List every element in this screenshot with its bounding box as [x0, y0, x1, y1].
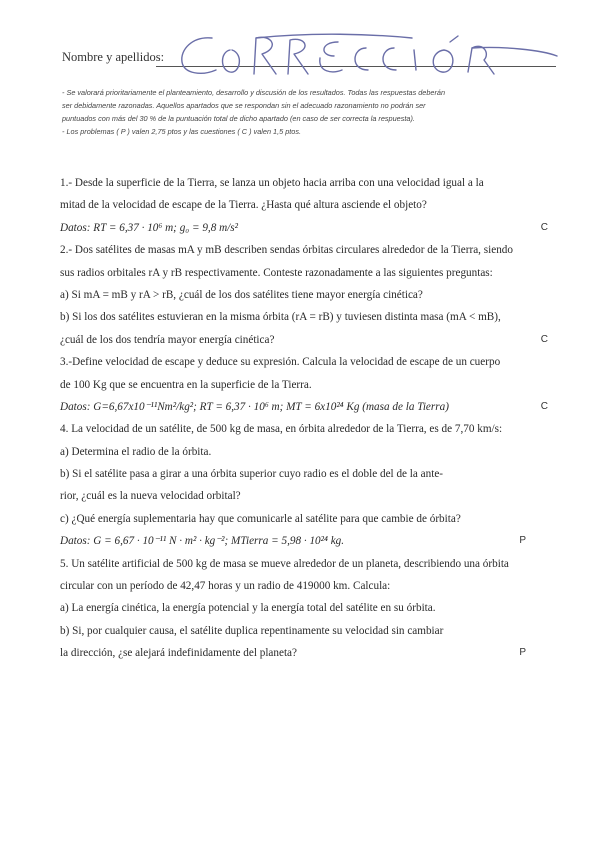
- instructions: [62, 86, 552, 138]
- q3-line: 3.-Define velocidad de escape y deduce su expresión. Calcula la velocidad de escape de un cuerpo: [60, 356, 501, 369]
- instruction-line: ser debidamente razonadas. Aquellos apartados que se respondan sin el adecuado razonamiento no podrán ser: [62, 101, 426, 110]
- q2-line: sus radios orbitales rA y rB respectivamente. Conteste razonadamente a las siguientes preguntas:: [60, 266, 493, 279]
- q5-line: a) La energía cinética, la energía potencial y la energía total del satélite en su órbita.: [60, 602, 436, 615]
- instruction-line: puntuados con más del 30 % de la puntuación total de dicho apartado (en caso de ser correcta la respuesta).: [62, 114, 415, 123]
- q5-type-badge: P: [519, 647, 526, 659]
- q4-data-row: [60, 530, 560, 552]
- instruction-line: - Se valorará prioritariamente el planteamiento, desarrollo y discusión de los resultados. Todas las respuestas deberán: [62, 88, 446, 97]
- q4-line: rior, ¿cuál es la nueva velocidad orbital?: [60, 490, 241, 503]
- q4-line: 4. La velocidad de un satélite, de 500 kg de masa, en órbita alrededor de la Tierra, es de 7,70 km/s:: [60, 423, 503, 436]
- q4-line: a) Determina el radio de la órbita.: [60, 445, 212, 458]
- q2-line: a) Si mA = mB y rA > rB, ¿cuál de los dos satélites tiene mayor energía cinética?: [60, 288, 423, 301]
- name-row: [62, 30, 582, 80]
- q5-line: b) Si, por cualquier causa, el satélite duplica repentinamente su velocidad sin cambiar: [60, 624, 444, 637]
- q2-line: ¿cuál de los dos tendría mayor energía cinética?: [60, 333, 275, 346]
- q5-last-row: [60, 642, 560, 664]
- q4-data: Datos: G = 6,67 · 10⁻¹¹ N · m² · kg⁻²; MTierra = 5,98 · 10²⁴ kg.: [60, 535, 345, 548]
- instruction-line: - Los problemas ( P ) valen 2,75 ptos y las cuestiones ( C ) valen 1,5 ptos.: [62, 127, 302, 136]
- q5-line: 5. Un satélite artificial de 500 kg de masa se mueve alrededor de un planeta, describiendo una órbita: [60, 557, 509, 570]
- q4-line: c) ¿Qué energía suplementaria hay que comunicarle al satélite para que cambie de órbita?: [60, 512, 461, 525]
- q1-type-badge: C: [540, 221, 548, 233]
- q1-line: 1.- Desde la superficie de la Tierra, se lanza un objeto hacia arriba con una velocidad igual a la: [60, 177, 484, 189]
- q5-line: circular con un período de 42,47 horas y un radio de 419000 km. Calcula:: [60, 580, 391, 593]
- q1-line: mitad de la velocidad de escape de la Tierra. ¿Hasta qué altura asciende el objeto?: [60, 199, 427, 212]
- q4-line: b) Si el satélite pasa a girar a una órbita superior cuyo radio es el doble del de la ante-: [60, 468, 444, 481]
- q3-line: de 100 Kg que se encuentra en la superficie de la Tierra.: [60, 378, 312, 391]
- q5-line: la dirección, ¿se alejará indefinidamente del planeta?: [60, 647, 297, 660]
- questions: [60, 172, 560, 665]
- q2-line: b) Si los dos satélites estuvieran en la misma órbita (rA = rB) y tuviesen distinta masa (mA < mB),: [60, 311, 501, 324]
- name-label: Nombre y apellidos:: [62, 50, 165, 64]
- q1-data: Datos: RT = 6,37 · 10⁶ m; g₀ = 9,8 m/s²: [60, 221, 238, 234]
- q2-type-badge: C: [540, 333, 548, 345]
- q1-data-row: [60, 217, 560, 239]
- q4-type-badge: P: [519, 535, 526, 547]
- q3-data-row: [60, 396, 560, 418]
- handwritten-correccion: [172, 30, 562, 80]
- q3-data: Datos: G=6,67x10⁻¹¹Nm²/kg²; RT = 6,37 · 10⁶ m; MT = 6x10²⁴ Kg (masa de la Tierra): [60, 400, 449, 413]
- q2-last-row: [60, 329, 560, 351]
- q2-line: 2.- Dos satélites de masas mA y mB describen sendas órbitas circulares alrededor de la Tierra, siendo: [60, 244, 513, 257]
- q3-type-badge: C: [540, 400, 548, 412]
